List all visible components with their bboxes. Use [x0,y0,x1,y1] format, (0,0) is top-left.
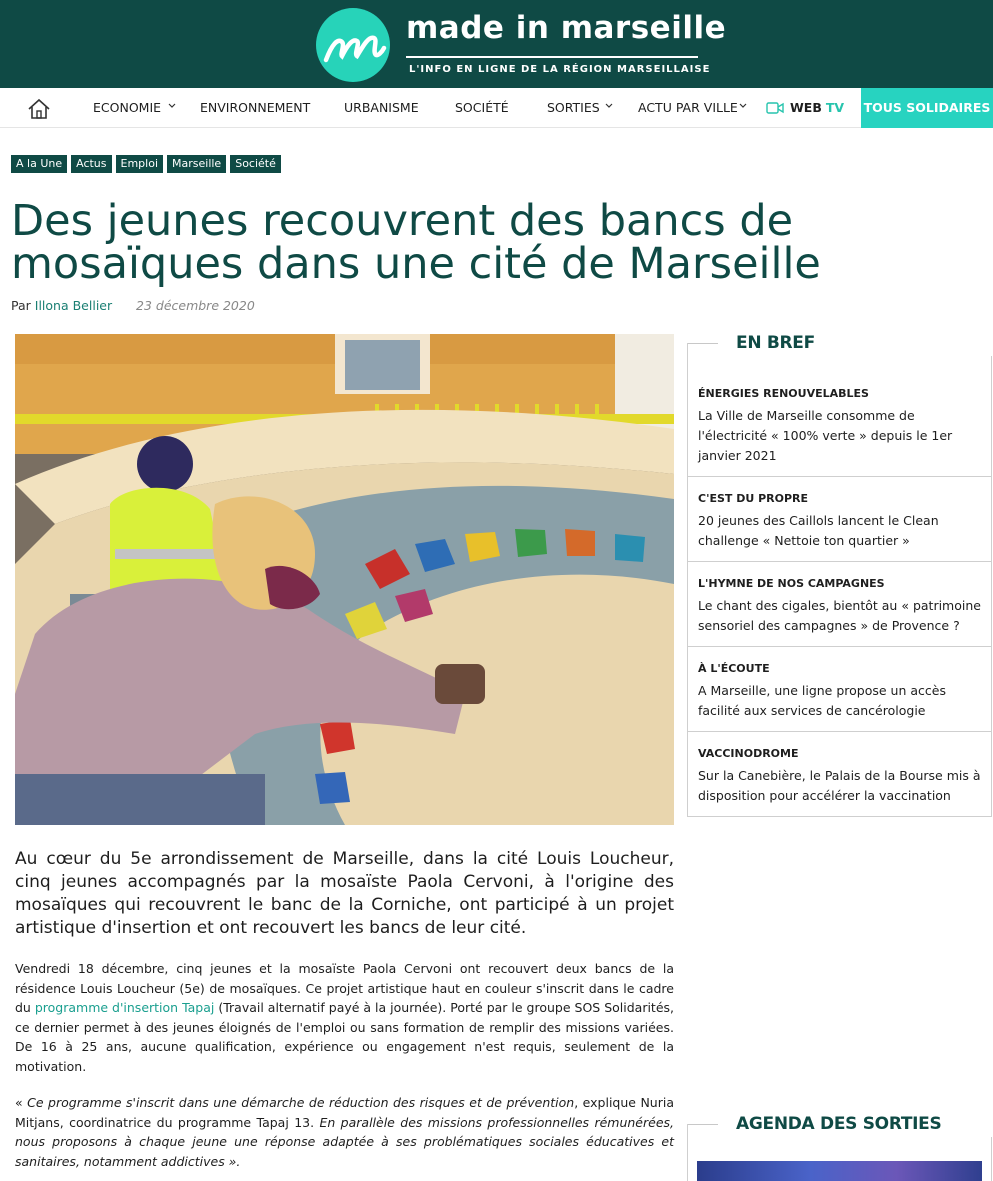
nav-item-societe[interactable]: SOCIÉTÉ [455,100,509,115]
tag-societe[interactable]: Société [230,155,281,173]
chevron-down-icon[interactable] [167,101,177,111]
video-camera-icon [766,102,784,114]
paragraph-text: Vendredi 18 décembre, cinq jeunes et la mosaïste Paola Cervoni ont recouvert deux bancs de la résidence Louis Loucheur (5e) de mosaïques. Ce projet artistique haut en couleur s'inscrit dans le cadre du [15,961,674,1015]
chevron-down-icon[interactable] [604,101,614,111]
main-nav [0,88,993,128]
brief-kicker: VACCINODROME [698,747,799,760]
paragraph-text: (Travail alternatif payé à la journée). Porté par le groupe SOS Solidarités, ce dernier permet à des jeunes éloignés de l'emploi ou sans formation de remplir des missions variées. De 16 à 25 ans, aucune qualification, expérience ou engagement n'est requis, seulement de la motivation. [15,1000,675,1074]
article-tags [11,155,281,173]
article-byline [11,298,255,313]
article-lead: Au cœur du 5e arrondissement de Marseille, dans la cité Louis Loucheur, cinq jeunes accompagnés par la mosaïste Paola Cervoni, à l'origine des mosaïques qui recouvrent le banc de la Corniche, ont participé à un projet artistique d'insertion et ont recouvert les bancs de leur cité. [15,849,674,938]
brief-link[interactable]: La Ville de Marseille consomme de l'électricité « 100% verte » depuis le 1er janvier 2021 [698,408,953,463]
section-divider [687,1124,688,1181]
agenda-title: AGENDA DES SORTIES [736,1114,942,1134]
list-item[interactable] [688,732,991,817]
section-divider [991,356,992,370]
brief-kicker: À L'ÉCOUTE [698,662,770,675]
quote-text: Ce programme s'inscrit dans une démarche de réduction des risques et de prévention [27,1095,575,1110]
home-icon[interactable] [26,98,52,120]
section-divider [991,1137,992,1181]
nav-item-urbanisme[interactable]: URBANISME [344,100,419,115]
tapaj-program-link[interactable]: programme d'insertion Tapaj [34,1000,215,1015]
logo-divider [406,56,698,58]
section-divider [687,343,688,370]
list-item[interactable] [688,477,991,562]
tv-label: TV [825,100,845,115]
paragraph-text: , explique Nuria Mitjans, coordinatrice du programme Tapaj 13. [15,1095,674,1130]
agenda-thumbnail[interactable] [697,1161,982,1181]
logo-m-icon [316,8,390,82]
nav-item-environnement[interactable]: ENVIRONNEMENT [200,100,311,115]
tag-actus[interactable]: Actus [71,155,111,173]
publish-date: 23 décembre 2020 [136,298,255,313]
brief-link[interactable]: Le chant des cigales, bientôt au « patrimoine sensoriel des campagnes » de Provence ? [698,598,981,633]
en-bref-list [687,370,992,817]
nav-item-economie[interactable]: ECONOMIE [93,100,162,115]
site-header [0,0,993,88]
article-title: Des jeunes recouvrent des bancs de mosaïques dans une cité de Marseille [11,196,821,289]
section-divider [687,343,718,344]
article-paragraph [15,1093,674,1171]
list-item[interactable] [688,647,991,732]
logo-tagline: L'INFO EN LIGNE DE LA RÉGION MARSEILLAISE [409,64,711,75]
tous-solidaires-button[interactable]: TOUS SOLIDAIRES [861,88,993,128]
brief-link[interactable]: 20 jeunes des Caillols lancent le Clean challenge « Nettoie ton quartier » [698,513,939,548]
article-photo [15,334,674,825]
list-item[interactable] [688,562,991,647]
quote-open: « [15,1095,28,1110]
nav-item-sorties[interactable]: SORTIES [547,100,600,115]
brief-kicker: L'HYMNE DE NOS CAMPAGNES [698,577,885,590]
brief-link[interactable]: A Marseille, une ligne propose un accès facilité aux services de cancérologie [698,683,946,718]
brief-kicker: ÉNERGIES RENOUVELABLES [698,387,869,400]
quote-text: En parallèle des missions professionnelles rémunérées, nous proposons à chaque jeune une réponse adaptée à ses problématiques sociales éducatives et sanitaires, notamment addictives ». [15,1114,675,1169]
tag-a-la-une[interactable]: A la Une [11,155,67,173]
site-logo[interactable] [316,8,727,84]
chevron-down-icon[interactable] [738,101,748,111]
web-label: WEB [790,100,822,115]
en-bref-title: EN BREF [736,333,815,353]
article-paragraph [15,959,674,1076]
tag-marseille[interactable]: Marseille [167,155,226,173]
list-item[interactable] [688,370,991,477]
nav-item-web-tv[interactable] [790,100,844,115]
tag-emploi[interactable]: Emploi [116,155,164,173]
brief-kicker: C'EST DU PROPRE [698,492,809,505]
nav-item-actu-par-ville[interactable]: ACTU PAR VILLE [638,100,738,115]
author-link[interactable]: Illona Bellier [34,298,113,313]
section-divider [687,1124,718,1125]
logo-title: made in marseille [406,10,727,46]
byline-prefix: Par [11,298,31,313]
brief-link[interactable]: Sur la Canebière, le Palais de la Bourse mis à disposition pour accélérer la vaccination [698,768,981,803]
